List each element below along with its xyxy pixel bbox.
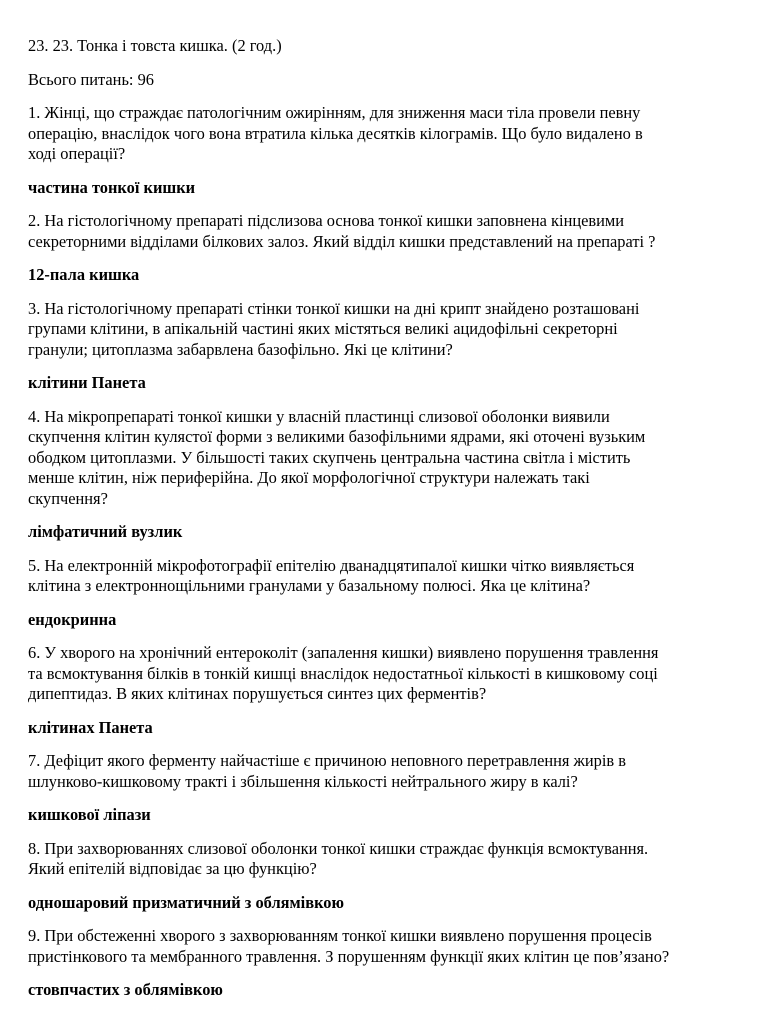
question-line: 5. На електронній мікрофотографії епітелію дванадцятипалої кишки чітко виявляється xyxy=(28,555,635,575)
question-line: 6. У хворого на хронічний ентероколіт (запалення кишки) виявлено порушення травлення xyxy=(28,643,659,662)
question-line: 3. На гістологічному препараті стінки тонкої кишки на дні крипт знайдено розташовані xyxy=(28,298,640,318)
question-1 xyxy=(28,103,734,165)
question-line: гранули; цитоплазма забарвлена базофільно. Які це клітини? xyxy=(28,339,453,359)
question-line: 4. На мікропрепараті тонкої кишки у власній пластинці слизової оболонки виявили xyxy=(28,406,610,426)
answer-2: 12-пала кишка xyxy=(28,265,140,284)
answer-6: клітинах Панета xyxy=(28,717,153,737)
question-line: пристінкового та мембранного травлення. З порушенням функції яких клітин це пов’язано? xyxy=(28,946,670,966)
question-line: операцію, внаслідок чого вона втратила кілька десятків кілограмів. Що було видалено в xyxy=(28,123,643,143)
question-line: шлунково-кишковому тракті і збільшення кількості нейтрального жиру в калі? xyxy=(28,771,578,791)
question-list xyxy=(28,103,734,1001)
question-8 xyxy=(28,839,734,880)
question-2 xyxy=(28,211,734,252)
question-line: та всмоктування білків в тонкій кишці внаслідок недостатньої кількості в кишковому соці xyxy=(28,663,658,683)
question-line: Який епітелій відповідає за цю функцію? xyxy=(28,859,317,878)
question-line: 1. Жінці, що страждає патологічним ожирінням, для зниження маси тіла провели певну xyxy=(28,103,641,122)
question-line: клітина з електроннощільними гранулами у базальному полюсі. Яка це клітина? xyxy=(28,576,591,595)
question-line: ході операції? xyxy=(28,144,126,163)
document-title: 23. 23. Тонка і товста кишка. (2 год.) xyxy=(28,36,282,55)
question-line: 2. На гістологічному препараті підслизова основа тонкої кишки заповнена кінцевими xyxy=(28,211,625,230)
question-line: секреторними відділами білкових залоз. Який відділ кишки представлений на препараті ? xyxy=(28,231,656,251)
question-5 xyxy=(28,556,734,597)
answer-8: одношаровий призматичний з облямівкою xyxy=(28,892,345,912)
question-9 xyxy=(28,926,734,967)
answer-1: частина тонкої кишки xyxy=(28,177,196,197)
question-6 xyxy=(28,643,734,705)
answer-5: ендокринна xyxy=(28,609,117,629)
answer-3: клітини Панета xyxy=(28,373,146,392)
answer-4: лімфатичний вузлик xyxy=(28,522,183,541)
answer-7: кишкової ліпази xyxy=(28,805,151,824)
question-line: ободком цитоплазми. У більшості таких скупчень центральна частина світла і містить xyxy=(28,447,631,467)
question-7 xyxy=(28,751,734,792)
question-line: групами клітини, в апікальній частині яких містяться великі ацидофільні секреторні xyxy=(28,319,618,338)
question-4 xyxy=(28,407,734,510)
question-3 xyxy=(28,299,734,361)
question-line: скупчення клітин кулястої форми з великими базофільними ядрами, які оточені вузьким xyxy=(28,427,646,446)
question-line: дипептидаз. В яких клітинах порушується синтез цих ферментів? xyxy=(28,684,487,703)
question-count: Всього питань: 96 xyxy=(28,69,154,89)
question-line: скупчення? xyxy=(28,488,108,508)
question-line: 8. При захворюваннях слизової оболонки тонкої кишки страждає функція всмоктування. xyxy=(28,838,649,858)
answer-9: стовпчастих з облямівкою xyxy=(28,980,223,999)
question-line: 7. Дефіцит якого ферменту найчастіше є причиною неповного перетравлення жирів в xyxy=(28,751,626,770)
question-line: 9. При обстеженні хворого з захворюванням тонкої кишки виявлено порушення процесів xyxy=(28,926,652,945)
question-line: менше клітин, ніж периферійна. До якої морфологічної структури належать такі xyxy=(28,468,590,487)
